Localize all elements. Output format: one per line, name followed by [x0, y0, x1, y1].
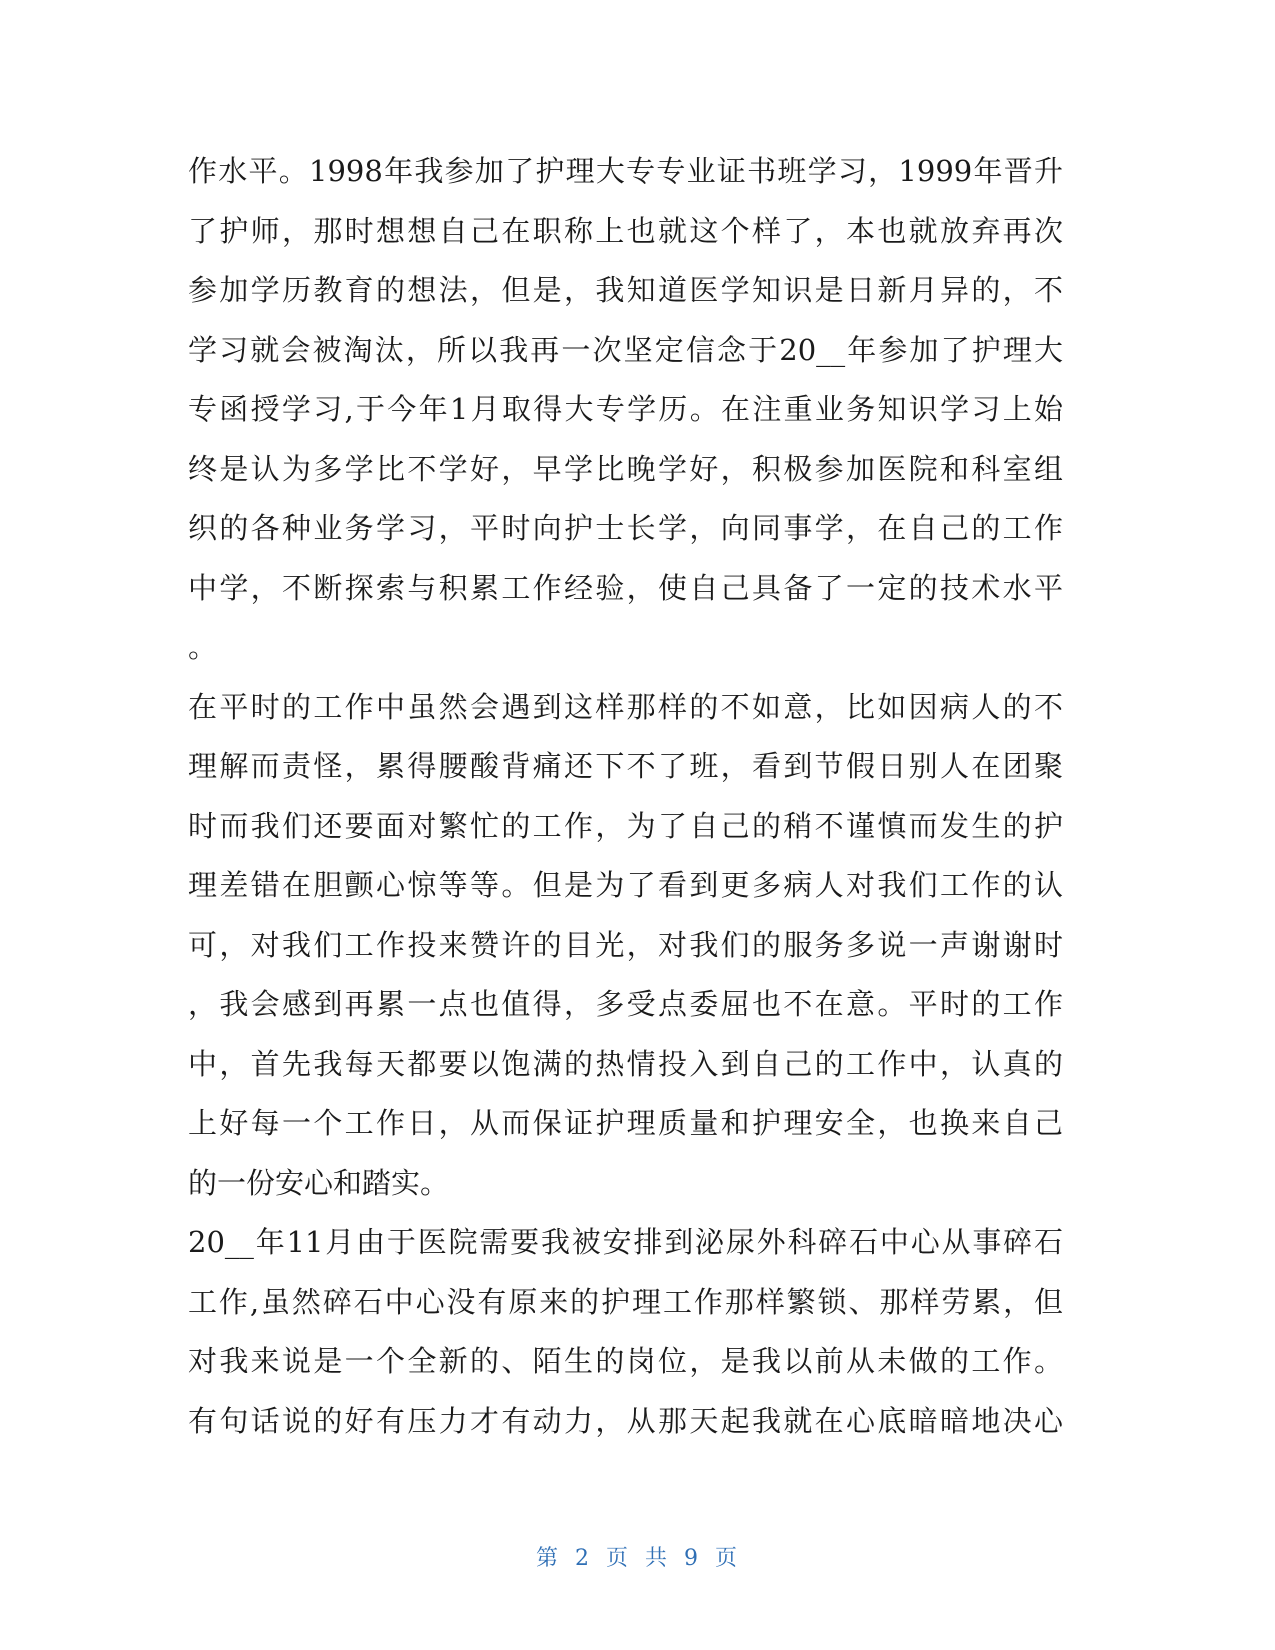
current-page-number: 2: [575, 1546, 591, 1571]
text-line: 理解而责怪，累得腰酸背痛还下不了班，看到节假日别人在团聚: [188, 749, 1063, 783]
text-line: 专函授学习,于今年1月取得大专学历。在注重业务知识学习上始: [188, 392, 1063, 426]
document-body: [188, 142, 1063, 1451]
text-line: 有句话说的好有压力才有动力，从那天起我就在心底暗暗地决心: [188, 1403, 1063, 1438]
text-line: 作水平。1998年我参加了护理大专专业证书班学习，1999年晋升: [188, 154, 1063, 188]
text-line: 工作,虽然碎石中心没有原来的护理工作那样繁锁、那样劳累，但: [188, 1284, 1063, 1319]
text-line: 中，首先我每天都要以饱满的热情投入到自己的工作中，认真的: [188, 1046, 1063, 1081]
footer-middle: 页 共: [606, 1546, 669, 1571]
text-line: 可，对我们工作投来赞许的目光，对我们的服务多说一声谢谢时: [188, 927, 1063, 962]
text-line: ，我会感到再累一点也值得，多受点委屈也不在意。平时的工作: [188, 987, 1063, 1021]
text-line: 了护师，那时想想自己在职称上也就这个样了，本也就放弃再次: [188, 213, 1063, 248]
text-line: 对我来说是一个全新的、陌生的岗位，是我以前从未做的工作。: [188, 1344, 1063, 1378]
page-footer: [0, 1541, 1275, 1572]
total-pages-number: 9: [684, 1546, 700, 1571]
text-line: 20__年11月由于医院需要我被安排到泌尿外科碎石中心从事碎石: [188, 1225, 1063, 1259]
text-line: 时而我们还要面对繁忙的工作，为了自己的稍不谨慎而发生的护: [188, 808, 1063, 843]
text-line: 的一份安心和踏实。: [188, 1165, 450, 1200]
text-line: 在平时的工作中虽然会遇到这样那样的不如意，比如因病人的不: [188, 689, 1063, 724]
footer-prefix: 第: [535, 1546, 560, 1571]
text-line: 终是认为多学比不学好，早学比晚学好，积极参加医院和科室组: [188, 451, 1063, 486]
text-line: 上好每一个工作日，从而保证护理质量和护理安全，也换来自己: [188, 1106, 1063, 1140]
footer-suffix: 页: [715, 1546, 740, 1571]
text-line: 。: [188, 630, 218, 664]
text-line: 参加学历教育的想法，但是，我知道医学知识是日新月异的，不: [188, 273, 1063, 307]
text-line: 中学，不断探索与积累工作经验，使自己具备了一定的技术水平: [188, 570, 1063, 605]
text-line: 理差错在胆颤心惊等等。但是为了看到更多病人对我们工作的认: [188, 868, 1063, 902]
text-line: 织的各种业务学习，平时向护士长学，向同事学，在自己的工作: [188, 511, 1063, 545]
text-line: 学习就会被淘汰，所以我再一次坚定信念于20__年参加了护理大: [188, 332, 1063, 367]
